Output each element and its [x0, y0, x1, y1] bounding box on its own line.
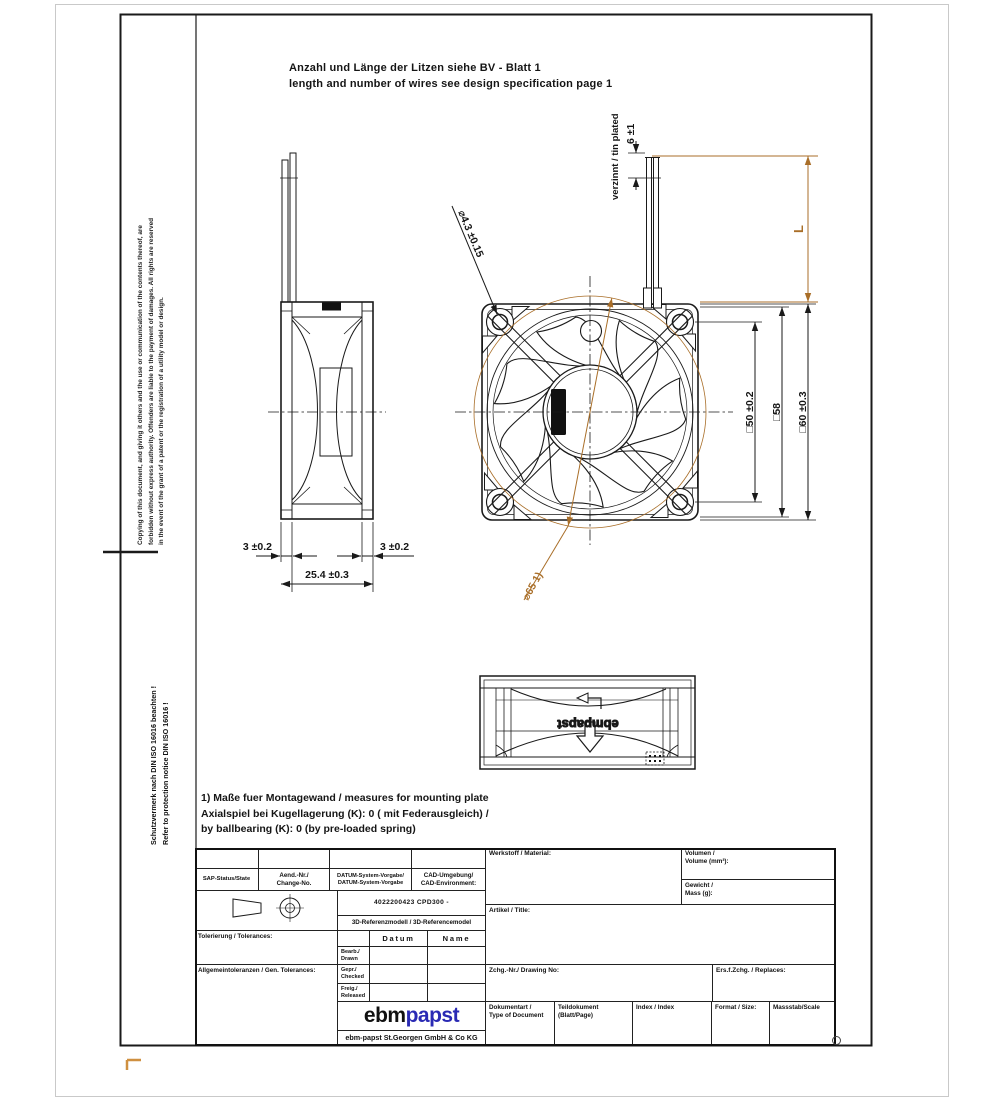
dim-outer-square: □60 ±0.3 [797, 391, 809, 433]
top-note-line2: length and number of wires see design specification page 1 [289, 78, 613, 90]
footnote-line1: 1) Maße fuer Montagewand / measures for mounting plate [201, 792, 489, 804]
dim-tin-plated: verzinnt / tin plated [610, 113, 621, 200]
label-system-id: 4022200423 CPD300 - [338, 891, 486, 916]
label-sap-status: SAP-Status/State [195, 869, 259, 891]
label-drawn: Bearb./ Drawn [338, 947, 370, 965]
label-cad-env: CAD-Umgebung/ CAD-Environment: [412, 869, 486, 891]
title-block [195, 848, 836, 1046]
front-view [455, 158, 733, 546]
dim-mount-circle: ⌀65 1) [520, 570, 546, 603]
label-ref-model: 3D-Referenzmodell / 3D-Referencemodel [338, 916, 486, 931]
top-note-line1: Anzahl und Länge der Litzen siehe BV - Blatt 1 [289, 62, 541, 74]
projection-symbol-cell [195, 891, 338, 931]
dim-wire-hole-dia: ⌀4.3 ±0.15 [455, 208, 486, 260]
embossed-logo-mirrored: ebmpapst [557, 717, 619, 732]
label-checked: Gepr./ Checked [338, 965, 370, 984]
copyright-line3: in the event of the grant of a patent or the registration of a utility model or design. [158, 297, 165, 545]
label-format: Format / Size: [712, 1002, 770, 1046]
dim-inner-square: □58 [771, 402, 783, 422]
copyright-line1: Copying of this document, and giving it others and the use or communication of the contents thereof, are [137, 225, 144, 545]
first-angle-projection-icon [195, 891, 338, 931]
column-header-date: Datum [370, 931, 428, 947]
column-header-name: Name [428, 931, 486, 947]
copyright-line2: forbidden without express authority. Offenders are liable to the payment of damages. All rights are reserved [147, 217, 155, 545]
label-scale: Massstab/Scale [773, 1004, 820, 1011]
footnote-line3: by ballbearing (K): 0 (by pre-loaded spring) [201, 823, 416, 835]
dimensions-black [256, 141, 816, 592]
label-drawing-no: Zchg.-Nr./ Drawing No: [486, 965, 713, 1002]
laser-mark [646, 752, 664, 765]
top-note [289, 60, 612, 92]
dim-flange-right: 3 ±0.2 [380, 541, 410, 553]
label-datum-system: DATUM-System-Vorgabe/ DATUM-System-Vorgabe [330, 869, 412, 891]
protection-line1: Schutzvermerk nach DIN ISO 16016 beachten ! [149, 686, 158, 845]
protection-notice [148, 555, 176, 845]
label-part-doc: Teildokument (Blatt/Page) [555, 1002, 633, 1046]
dim-hole-spacing: □50 ±0.2 [744, 391, 756, 433]
label-gen-tolerances: Allgemeintoleranzen / Gen. Tolerances: [195, 965, 338, 1046]
label-change-no: Aend.-Nr./ Change-No. [259, 869, 330, 891]
ebmpapst-logo [338, 1002, 486, 1031]
dim-wire-length: L [791, 225, 806, 233]
label-tolerances: Tolerierung / Tolerances: [195, 931, 338, 965]
company-name: ebm-papst St.Georgen GmbH & Co KG [338, 1031, 486, 1046]
label-mass: Gewicht / Mass (g): [682, 880, 836, 905]
footnote-line2: Axialspiel bei Kugellagerung (K): 0 ( mit Federausgleich) / [201, 807, 489, 820]
protection-line2: Refer to protection notice DIN ISO 16016 ! [161, 702, 170, 845]
dim-tin-length: 6 ±1 [625, 123, 637, 144]
label-index: Index / Index [633, 1002, 712, 1046]
copyright-notice [136, 125, 172, 545]
logo-ebm: ebm [363, 1004, 406, 1028]
footnotes [201, 791, 489, 838]
label-released: Freig./ Released [338, 984, 370, 1002]
label-material: Werkstoff / Material: [486, 848, 682, 905]
side-view [268, 153, 386, 519]
side-view-wires [280, 153, 298, 302]
label-article: Artikel / Title: [486, 905, 836, 965]
label-replaces: Ers.f.Zchg. / Replaces: [713, 965, 836, 1002]
corner-circle-mark [832, 1036, 841, 1045]
label-do c-type: Dokumentart / Type of Document [486, 1002, 555, 1046]
logo-papst: papst [405, 1004, 460, 1028]
cable-exit-block [322, 303, 341, 311]
bottom-view [480, 676, 695, 769]
corner-mark [127, 1060, 141, 1070]
dim-flange-left: 3 ±0.2 [242, 541, 272, 553]
label-volume: Volumen / Volume (mm³): [682, 848, 836, 880]
front-view-wires [644, 158, 662, 309]
dim-depth: 25.4 ±0.3 [305, 569, 349, 581]
